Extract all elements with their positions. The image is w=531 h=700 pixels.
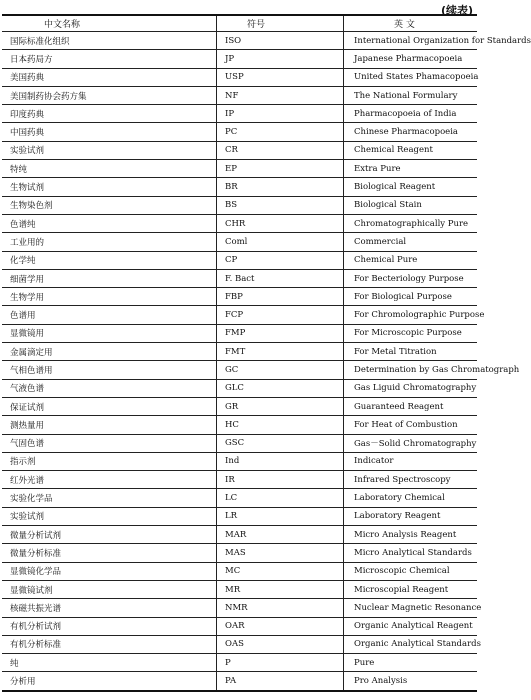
cell-symbol: GSC: [217, 434, 344, 452]
cell-symbol: PC: [217, 123, 344, 141]
cell-symbol: OAR: [217, 617, 344, 635]
cell-english: Pure: [344, 654, 478, 672]
cell-symbol: CR: [217, 141, 344, 159]
cell-chinese-name: 气液色谱: [2, 379, 217, 397]
cell-english: For Metal Titration: [344, 343, 478, 361]
table-row: [2, 68, 477, 86]
cell-english: Microscopic Chemical: [344, 562, 478, 580]
cell-symbol: CP: [217, 251, 344, 269]
cell-chinese-name: 美国药典: [2, 68, 217, 86]
cell-chinese-name: 有机分析标准: [2, 635, 217, 653]
cell-english: Organic Analytical Standards: [344, 635, 478, 653]
cell-chinese-name: 保证试剂: [2, 397, 217, 415]
cell-chinese-name: 实验试剂: [2, 141, 217, 159]
table-row: [2, 178, 477, 196]
cell-chinese-name: 色谱用: [2, 306, 217, 324]
cell-english: Pro Analysis: [344, 672, 478, 691]
abbreviation-table: [2, 14, 531, 692]
table-row: [2, 434, 477, 452]
table-row: [2, 489, 477, 507]
cell-chinese-name: 核磁共振光谱: [2, 599, 217, 617]
cell-symbol: NMR: [217, 599, 344, 617]
cell-symbol: Coml: [217, 233, 344, 251]
cell-chinese-name: 红外光谱: [2, 471, 217, 489]
cell-english: Chinese Pharmacopoeia: [344, 123, 478, 141]
table-row: [2, 526, 477, 544]
cell-chinese-name: 显微镜试剂: [2, 580, 217, 598]
cell-symbol: GC: [217, 361, 344, 379]
table-row: [2, 196, 477, 214]
cell-chinese-name: 气固色谱: [2, 434, 217, 452]
table-row: [2, 32, 477, 50]
cell-symbol: OAS: [217, 635, 344, 653]
table-row: [2, 379, 477, 397]
cell-symbol: PA: [217, 672, 344, 691]
cell-english: Japanese Pharmacopoeia: [344, 50, 478, 68]
table-row: [2, 599, 477, 617]
cell-english: Infrared Spectroscopy: [344, 471, 478, 489]
cell-english: The National Formulary: [344, 86, 478, 104]
cell-english: Microscopial Reagent: [344, 580, 478, 598]
table-row: [2, 160, 477, 178]
table-row: [2, 123, 477, 141]
cell-english: Laboratory Reagent: [344, 507, 478, 525]
cell-english: For Heat of Combustion: [344, 416, 478, 434]
cell-chinese-name: 生物学用: [2, 288, 217, 306]
table-row: [2, 50, 477, 68]
cell-english: Guaranteed Reagent: [344, 397, 478, 415]
cell-chinese-name: 印度药典: [2, 105, 217, 123]
cell-symbol: FBP: [217, 288, 344, 306]
cell-chinese-name: 纯: [2, 654, 217, 672]
cell-symbol: LC: [217, 489, 344, 507]
table-row: [2, 306, 477, 324]
cell-english: Biological Stain: [344, 196, 478, 214]
table-row: [2, 141, 477, 159]
cell-english: Indicator: [344, 452, 478, 470]
cell-symbol: NF: [217, 86, 344, 104]
cell-english: Chemical Pure: [344, 251, 478, 269]
cell-chinese-name: 实验试剂: [2, 507, 217, 525]
cell-english: Chromatographically Pure: [344, 214, 478, 232]
cell-symbol: EP: [217, 160, 344, 178]
table-row: [2, 416, 477, 434]
table-row: [2, 452, 477, 470]
cell-chinese-name: 生物染色剂: [2, 196, 217, 214]
cell-chinese-name: 实验化学品: [2, 489, 217, 507]
cell-symbol: MAS: [217, 544, 344, 562]
cell-symbol: FMP: [217, 324, 344, 342]
cell-chinese-name: 特纯: [2, 160, 217, 178]
table-row: [2, 672, 477, 691]
cell-symbol: FMT: [217, 343, 344, 361]
cell-chinese-name: 国际标准化组织: [2, 32, 217, 50]
table-row: [2, 233, 477, 251]
cell-symbol: CHR: [217, 214, 344, 232]
cell-symbol: FCP: [217, 306, 344, 324]
cell-chinese-name: 工业用的: [2, 233, 217, 251]
cell-chinese-name: 显微镜用: [2, 324, 217, 342]
table-row: [2, 562, 477, 580]
cell-chinese-name: 显微镜化学品: [2, 562, 217, 580]
table-row: [2, 105, 477, 123]
cell-symbol: GR: [217, 397, 344, 415]
cell-english: Micro Analysis Reagent: [344, 526, 478, 544]
table-row: [2, 397, 477, 415]
header-symbol: 符号: [217, 15, 344, 32]
cell-english: Organic Analytical Reagent: [344, 617, 478, 635]
cell-english: Micro Analytical Standards: [344, 544, 478, 562]
cell-english: Biological Reagent: [344, 178, 478, 196]
cell-english: For Chromolographic Purpose: [344, 306, 478, 324]
cell-symbol: USP: [217, 68, 344, 86]
cell-symbol: IP: [217, 105, 344, 123]
table-row: [2, 324, 477, 342]
table-row: [2, 471, 477, 489]
cell-symbol: IR: [217, 471, 344, 489]
cell-chinese-name: 分析用: [2, 672, 217, 691]
cell-chinese-name: 美国制药协会药方集: [2, 86, 217, 104]
cell-symbol: F. Bact: [217, 269, 344, 287]
table-header-row: [2, 15, 477, 32]
cell-english: Pharmacopoeia of India: [344, 105, 478, 123]
cell-english: International Organization for Standards: [344, 32, 478, 50]
cell-symbol: ISO: [217, 32, 344, 50]
table-row: [2, 269, 477, 287]
cell-chinese-name: 日本药局方: [2, 50, 217, 68]
table-row: [2, 343, 477, 361]
cell-chinese-name: 金属滴定用: [2, 343, 217, 361]
cell-english: For Biological Purpose: [344, 288, 478, 306]
cell-english: Determination by Gas Chromatograph: [344, 361, 478, 379]
table-row: [2, 635, 477, 653]
cell-chinese-name: 细菌学用: [2, 269, 217, 287]
table-row: [2, 544, 477, 562]
header-chinese-name: 中文名称: [2, 15, 217, 32]
table-row: [2, 361, 477, 379]
cell-chinese-name: 测热量用: [2, 416, 217, 434]
cell-symbol: JP: [217, 50, 344, 68]
cell-symbol: LR: [217, 507, 344, 525]
table-row: [2, 214, 477, 232]
cell-symbol: MAR: [217, 526, 344, 544]
cell-chinese-name: 色谱纯: [2, 214, 217, 232]
cell-english: Gas－Solid Chromatography: [344, 434, 478, 452]
cell-chinese-name: 气相色谱用: [2, 361, 217, 379]
cell-chinese-name: 微量分析标准: [2, 544, 217, 562]
cell-chinese-name: 化学纯: [2, 251, 217, 269]
cell-symbol: BS: [217, 196, 344, 214]
cell-symbol: MC: [217, 562, 344, 580]
continuation-note: (续表): [440, 4, 473, 17]
cell-english: Gas Liguid Chromatography: [344, 379, 478, 397]
cell-symbol: P: [217, 654, 344, 672]
table-row: [2, 251, 477, 269]
table-row: [2, 86, 477, 104]
cell-english: Chemical Reagent: [344, 141, 478, 159]
cell-symbol: Ind: [217, 452, 344, 470]
cell-english: For Microscopic Purpose: [344, 324, 478, 342]
cell-symbol: HC: [217, 416, 344, 434]
cell-symbol: GLC: [217, 379, 344, 397]
cell-chinese-name: 中国药典: [2, 123, 217, 141]
cell-chinese-name: 生物试剂: [2, 178, 217, 196]
cell-english: United States Phamacopoeia: [344, 68, 478, 86]
cell-english: Laboratory Chemical: [344, 489, 478, 507]
cell-symbol: MR: [217, 580, 344, 598]
table-row: [2, 507, 477, 525]
cell-english: For Becteriology Purpose: [344, 269, 478, 287]
table-row: [2, 288, 477, 306]
table-row: [2, 617, 477, 635]
cell-symbol: BR: [217, 178, 344, 196]
cell-chinese-name: 微量分析试剂: [2, 526, 217, 544]
header-english: 英 文: [344, 15, 478, 32]
cell-chinese-name: 有机分析试剂: [2, 617, 217, 635]
cell-english: Nuclear Magnetic Resonance: [344, 599, 478, 617]
table-row: [2, 580, 477, 598]
cell-english: Extra Pure: [344, 160, 478, 178]
table-row: [2, 654, 477, 672]
cell-chinese-name: 指示剂: [2, 452, 217, 470]
cell-english: Commercial: [344, 233, 478, 251]
